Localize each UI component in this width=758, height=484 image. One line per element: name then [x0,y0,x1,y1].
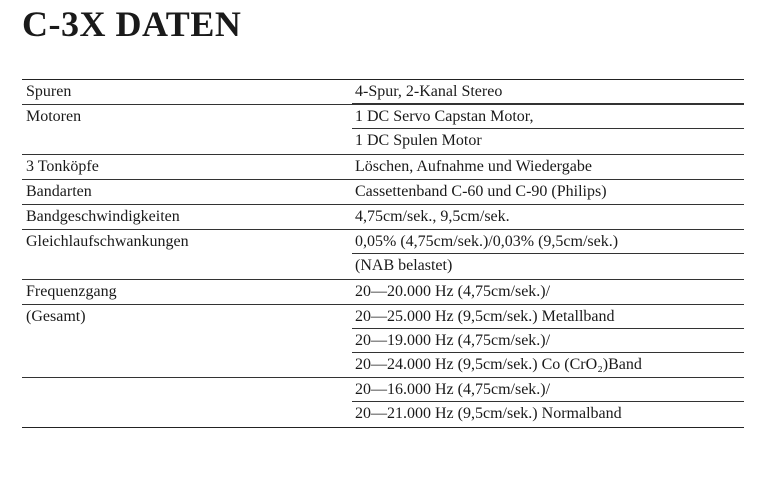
row-label: Motoren [26,108,82,126]
page-title: C-3X DATEN [22,4,242,44]
row-label: Gleichlaufschwankungen [26,233,189,251]
row-label: 3 Tonköpfe [26,157,99,175]
table-row [22,80,744,105]
row-label: Frequenzgang [26,282,117,300]
row-value: Löschen, Aufnahme und Wiedergabe [355,157,592,175]
table-row [22,280,744,305]
row-value: 0,05% (4,75cm/sek.)/0,03% (9,5cm/sek.) [355,233,619,251]
row-label: Bandgeschwindigkeiten [26,207,180,225]
table-row [22,353,744,378]
table-row [22,129,744,154]
row-value: 20—21.000 Hz (9,5cm/sek.) Normalband [355,405,622,423]
table-row [22,254,744,279]
row-value: 20—19.000 Hz (4,75cm/sek.)/ [355,331,551,349]
row-value: 1 DC Servo Capstan Motor, [355,108,534,126]
row-value: 4-Spur, 2-Kanal Stereo [355,83,503,100]
row-value: 20—20.000 Hz (4,75cm/sek.)/ [355,282,551,300]
spec-table [22,79,744,428]
row-value: Cassettenband C-60 und C-90 (Philips) [355,182,607,200]
row-value: (NAB belastet) [355,257,453,275]
row-value: 20—25.000 Hz (9,5cm/sek.) Metallband [355,307,615,325]
row-label: Spuren [26,83,72,100]
row-value: 4,75cm/sek., 9,5cm/sek. [355,207,510,225]
table-row [22,305,744,329]
table-row [22,230,744,254]
table-row [22,402,744,427]
table-row [22,180,744,205]
table-row [22,329,744,353]
row-value: 1 DC Spulen Motor [355,132,482,150]
table-row [22,205,744,230]
table-row [22,378,744,402]
row-label: (Gesamt) [26,307,86,325]
table-row [22,155,744,180]
row-label: Bandarten [26,182,92,200]
table-row [22,105,744,129]
row-value: 20—24.000 Hz (9,5cm/sek.) Co (CrO₂)Band [355,356,642,374]
row-value: 20—16.000 Hz (4,75cm/sek.)/ [355,381,551,399]
